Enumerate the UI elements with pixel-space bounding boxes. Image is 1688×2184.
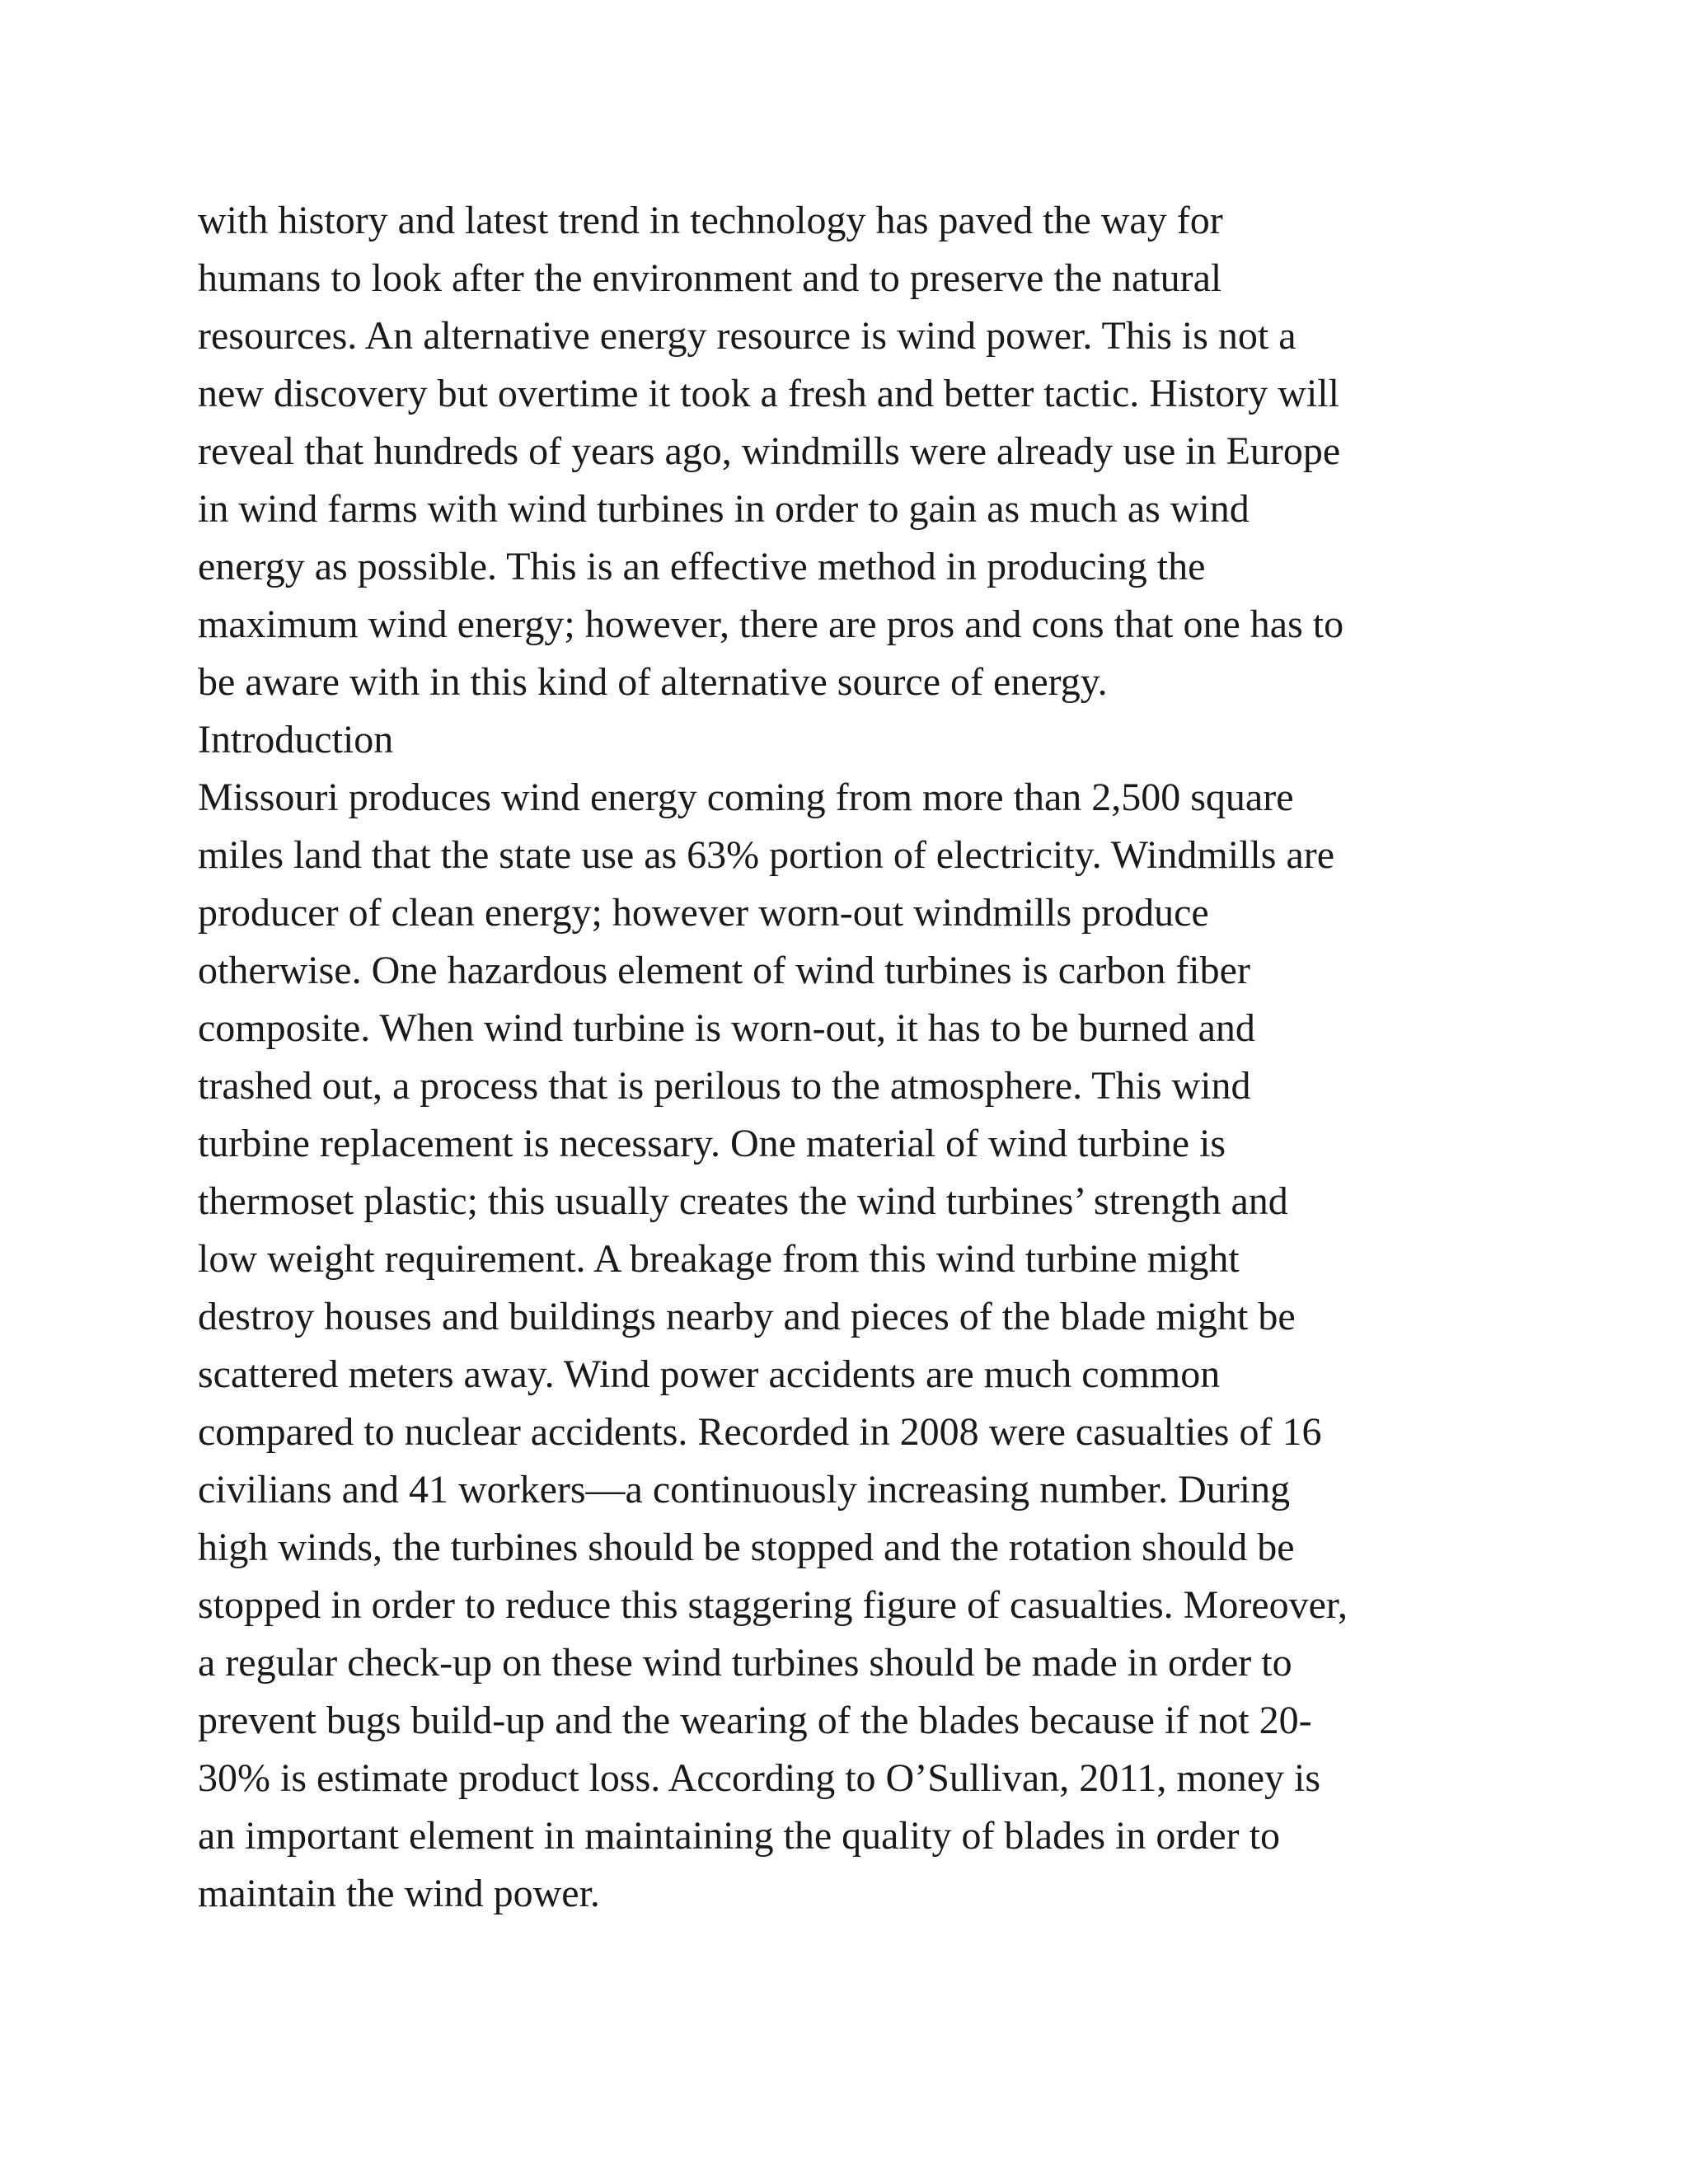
text-line: in wind farms with wind turbines in order to gain as much as wind [198,487,1250,531]
text-line: composite. When wind turbine is worn-out, it has to be burned and [198,1006,1255,1050]
text-line: maximum wind energy; however, there are pros and cons that one has to [198,602,1344,646]
text-line: compared to nuclear accidents. Recorded in 2008 were casualties of 16 [198,1410,1322,1454]
body-text [198,192,1517,1923]
text-line: new discovery but overtime it took a fresh and better tactic. History will [198,372,1339,415]
text-line: low weight requirement. A breakage from this wind turbine might [198,1237,1240,1281]
text-line: stopped in order to reduce this staggering figure of casualties. Moreover, [198,1583,1348,1627]
text-line: civilians and 41 workers—a continuously increasing number. During [198,1468,1291,1511]
text-line: otherwise. One hazardous element of wind turbines is carbon fiber [198,949,1250,992]
text-line: a regular check-up on these wind turbines should be made in order to [198,1641,1292,1685]
text-line: thermoset plastic; this usually creates the wind turbines’ strength and [198,1179,1288,1223]
text-line: Missouri produces wind energy coming from more than 2,500 square [198,776,1294,819]
section-heading: Introduction [198,718,394,762]
text-line: destroy houses and buildings nearby and pieces of the blade might be [198,1295,1296,1338]
text-line: resources. An alternative energy resource is wind power. This is not a [198,314,1296,358]
text-line: high winds, the turbines should be stopped and the rotation should be [198,1526,1295,1569]
text-line: an important element in maintaining the quality of blades in order to [198,1814,1280,1858]
text-line: energy as possible. This is an effective method in producing the [198,545,1206,588]
text-line: humans to look after the environment and to preserve the natural [198,256,1222,300]
text-line: producer of clean energy; however worn-out windmills produce [198,891,1209,935]
text-line: trashed out, a process that is perilous to the atmosphere. This wind [198,1064,1251,1108]
text-line: scattered meters away. Wind power accidents are much common [198,1352,1221,1396]
text-line: 30% is estimate product loss. According to O’Sullivan, 2011, money is [198,1756,1321,1800]
text-line: miles land that the state use as 63% portion of electricity. Windmills are [198,833,1335,877]
text-line: prevent bugs build-up and the wearing of the blades because if not 20- [198,1699,1312,1742]
text-line: be aware with in this kind of alternative source of energy. [198,660,1108,704]
text-line: with history and latest trend in technology has paved the way for [198,199,1223,242]
text-line: turbine replacement is necessary. One material of wind turbine is [198,1122,1226,1165]
text-line: reveal that hundreds of years ago, windmills were already use in Europe [198,429,1341,473]
text-line: maintain the wind power. [198,1872,600,1915]
